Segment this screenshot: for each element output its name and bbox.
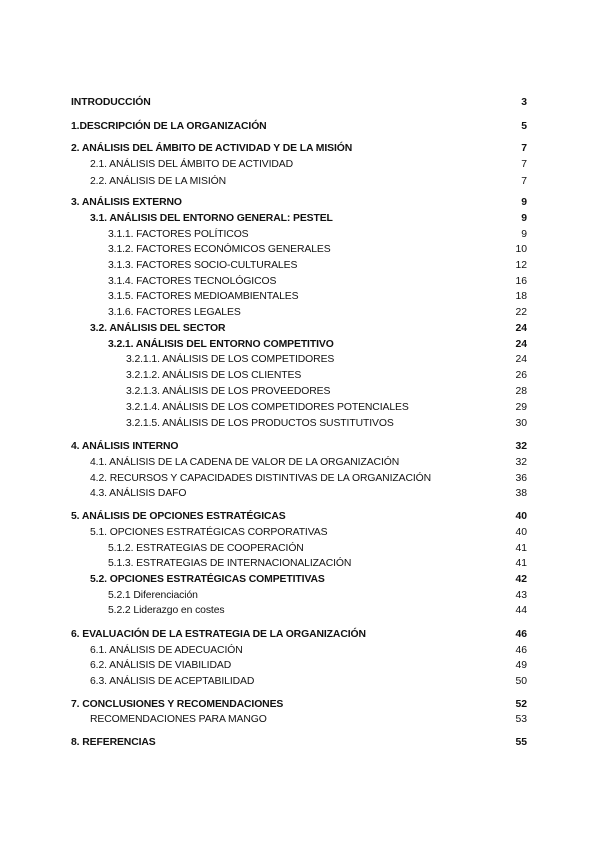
- toc-entry[interactable]: [0, 228, 600, 242]
- toc-entry-page-number: 9: [521, 213, 527, 224]
- toc-entry-title: 2. ANÁLISIS DEL ÁMBITO DE ACTIVIDAD Y DE LA MISIÓN: [71, 143, 353, 154]
- toc-entry[interactable]: [0, 175, 600, 189]
- toc-entry-page-number: 46: [515, 629, 527, 640]
- toc-entry-page-number: 50: [515, 676, 527, 687]
- toc-entry-page-number: 46: [515, 645, 527, 656]
- toc-entry[interactable]: [0, 158, 600, 172]
- toc-entry[interactable]: [0, 510, 600, 524]
- toc-entry-page-number: 7: [521, 159, 527, 170]
- toc-entry-title: 4. ANÁLISIS INTERNO: [71, 441, 179, 452]
- toc-entry-page-number: 24: [515, 354, 527, 365]
- toc-entry-page-number: 10: [515, 244, 527, 255]
- toc-entry[interactable]: [0, 275, 600, 289]
- toc-entry-title: 4.2. RECURSOS Y CAPACIDADES DISTINTIVAS DE LA ORGANIZACIÓN: [90, 473, 432, 484]
- toc-entry-title: 4.1. ANÁLISIS DE LA CADENA DE VALOR DE LA ORGANIZACIÓN: [90, 457, 400, 468]
- toc-entry-title: 5.1.2. ESTRATEGIAS DE COOPERACIÓN: [108, 543, 304, 554]
- toc-entry-page-number: 18: [515, 291, 527, 302]
- toc-entry-page-number: 24: [515, 339, 527, 350]
- toc-entry-page-number: 7: [521, 176, 527, 187]
- toc-entry-page-number: 43: [515, 590, 527, 601]
- toc-entry-page-number: 5: [521, 121, 527, 132]
- toc-entry-page-number: 41: [515, 558, 527, 569]
- toc-entry-title: 3.2. ANÁLISIS DEL SECTOR: [90, 323, 226, 334]
- toc-entry-title: 3.2.1. ANÁLISIS DEL ENTORNO COMPETITIVO: [108, 339, 334, 350]
- toc-entry[interactable]: [0, 369, 600, 383]
- toc-entry-title: 5.1.3. ESTRATEGIAS DE INTERNACIONALIZACIÓN: [108, 558, 352, 569]
- toc-entry[interactable]: [0, 306, 600, 320]
- toc-entry-page-number: 40: [515, 527, 527, 538]
- toc-entry[interactable]: [0, 322, 600, 336]
- toc-entry-page-number: 52: [515, 699, 527, 710]
- toc-entry-page-number: 44: [515, 605, 527, 616]
- toc-entry-title: 5.2.1 Diferenciación: [108, 590, 198, 601]
- toc-entry-title: 3.1.4. FACTORES TECNOLÓGICOS: [108, 276, 277, 287]
- toc-entry[interactable]: [0, 401, 600, 415]
- toc-entry[interactable]: [0, 736, 600, 750]
- toc-entry-title: 5.1. OPCIONES ESTRATÉGICAS CORPORATIVAS: [90, 527, 328, 538]
- toc-entry-page-number: 42: [515, 574, 527, 585]
- toc-entry[interactable]: [0, 385, 600, 399]
- toc-entry-page-number: 29: [515, 402, 527, 413]
- toc-entry-title: 6.2. ANÁLISIS DE VIABILIDAD: [90, 660, 232, 671]
- toc-entry[interactable]: [0, 557, 600, 571]
- toc-entry-page-number: 55: [515, 737, 527, 748]
- toc-entry-page-number: 40: [515, 511, 527, 522]
- toc-entry-title: 3.2.1.2. ANÁLISIS DE LOS CLIENTES: [126, 370, 302, 381]
- toc-entry[interactable]: [0, 196, 600, 210]
- toc-entry-page-number: 9: [521, 229, 527, 240]
- toc-entry-title: 3.2.1.3. ANÁLISIS DE LOS PROVEEDORES: [126, 386, 331, 397]
- toc-entry-page-number: 30: [515, 418, 527, 429]
- toc-entry[interactable]: [0, 659, 600, 673]
- toc-entry-page-number: 3: [521, 97, 527, 108]
- toc-entry-title: 5.2.2 Liderazgo en costes: [108, 605, 225, 616]
- toc-entry-title: 6.1. ANÁLISIS DE ADECUACIÓN: [90, 645, 243, 656]
- toc-entry-page-number: 16: [515, 276, 527, 287]
- toc-entry[interactable]: [0, 243, 600, 257]
- toc-entry[interactable]: [0, 120, 600, 134]
- toc-entry[interactable]: [0, 259, 600, 273]
- toc-entry-title: 3.2.1.5. ANÁLISIS DE LOS PRODUCTOS SUSTITUTIVOS: [126, 418, 394, 429]
- toc-entry[interactable]: [0, 96, 600, 110]
- toc-entry-title: 7. CONCLUSIONES Y RECOMENDACIONES: [71, 699, 284, 710]
- toc-entry-page-number: 36: [515, 473, 527, 484]
- toc-entry-title: 3.1.3. FACTORES SOCIO-CULTURALES: [108, 260, 298, 271]
- toc-entry[interactable]: [0, 456, 600, 470]
- toc-entry[interactable]: [0, 212, 600, 226]
- toc-entry-title: 1.DESCRIPCIÓN DE LA ORGANIZACIÓN: [71, 121, 267, 132]
- toc-entry-title: 6.3. ANÁLISIS DE ACEPTABILIDAD: [90, 676, 255, 687]
- toc-entry[interactable]: [0, 472, 600, 486]
- toc-entry[interactable]: [0, 417, 600, 431]
- toc-entry[interactable]: [0, 604, 600, 618]
- toc-entry-page-number: 22: [515, 307, 527, 318]
- toc-entry[interactable]: [0, 440, 600, 454]
- toc-entry[interactable]: [0, 628, 600, 642]
- toc-entry-page-number: 7: [521, 143, 527, 154]
- toc-entry-page-number: 9: [521, 197, 527, 208]
- toc-entry[interactable]: [0, 338, 600, 352]
- toc-entry-page-number: 12: [515, 260, 527, 271]
- toc-entry-title: 6. EVALUACIÓN DE LA ESTRATEGIA DE LA ORGANIZACIÓN: [71, 629, 366, 640]
- toc-entry-page-number: 28: [515, 386, 527, 397]
- toc-entry-title: 5.2. OPCIONES ESTRATÉGICAS COMPETITIVAS: [90, 574, 325, 585]
- toc-entry-title: 3.1.5. FACTORES MEDIOAMBIENTALES: [108, 291, 299, 302]
- toc-entry-page-number: 24: [515, 323, 527, 334]
- toc-entry-title: 3. ANÁLISIS EXTERNO: [71, 197, 182, 208]
- toc-entry-title: INTRODUCCIÓN: [71, 97, 151, 108]
- toc-entry[interactable]: [0, 526, 600, 540]
- toc-entry-title: 5. ANÁLISIS DE OPCIONES ESTRATÉGICAS: [71, 511, 286, 522]
- toc-entry-title: 4.3. ANÁLISIS DAFO: [90, 488, 187, 499]
- toc-entry-title: 2.2. ANÁLISIS DE LA MISIÓN: [90, 176, 226, 187]
- toc-entry-title: 3.1. ANÁLISIS DEL ENTORNO GENERAL: PESTEL: [90, 213, 333, 224]
- toc-entry[interactable]: [0, 644, 600, 658]
- toc-entry-page-number: 41: [515, 543, 527, 554]
- toc-entry-page-number: 32: [515, 457, 527, 468]
- toc-entry[interactable]: [0, 589, 600, 603]
- toc-entry[interactable]: [0, 487, 600, 501]
- toc-entry[interactable]: [0, 573, 600, 587]
- toc-entry-title: 8. REFERENCIAS: [71, 737, 156, 748]
- toc-entry-title: 3.1.6. FACTORES LEGALES: [108, 307, 241, 318]
- toc-entry-title: RECOMENDACIONES PARA MANGO: [90, 714, 267, 725]
- toc-entry-page-number: 32: [515, 441, 527, 452]
- toc-entry[interactable]: [0, 353, 600, 367]
- toc-entry[interactable]: [0, 542, 600, 556]
- toc-entry[interactable]: [0, 675, 600, 689]
- toc-entry-page-number: 53: [515, 714, 527, 725]
- toc-entry[interactable]: [0, 698, 600, 712]
- toc-entry[interactable]: [0, 290, 600, 304]
- toc-entry-page-number: 49: [515, 660, 527, 671]
- toc-entry-page-number: 26: [515, 370, 527, 381]
- toc-entry-title: 3.1.2. FACTORES ECONÓMICOS GENERALES: [108, 244, 331, 255]
- toc-entry-title: 3.2.1.1. ANÁLISIS DE LOS COMPETIDORES: [126, 354, 335, 365]
- toc-entry[interactable]: [0, 142, 600, 156]
- toc-entry-title: 3.1.1. FACTORES POLÍTICOS: [108, 229, 249, 240]
- toc-entry-page-number: 38: [515, 488, 527, 499]
- toc-entry-title: 2.1. ANÁLISIS DEL ÁMBITO DE ACTIVIDAD: [90, 159, 294, 170]
- toc-entry-title: 3.2.1.4. ANÁLISIS DE LOS COMPETIDORES POTENCIALES: [126, 402, 409, 413]
- toc-entry[interactable]: [0, 713, 600, 727]
